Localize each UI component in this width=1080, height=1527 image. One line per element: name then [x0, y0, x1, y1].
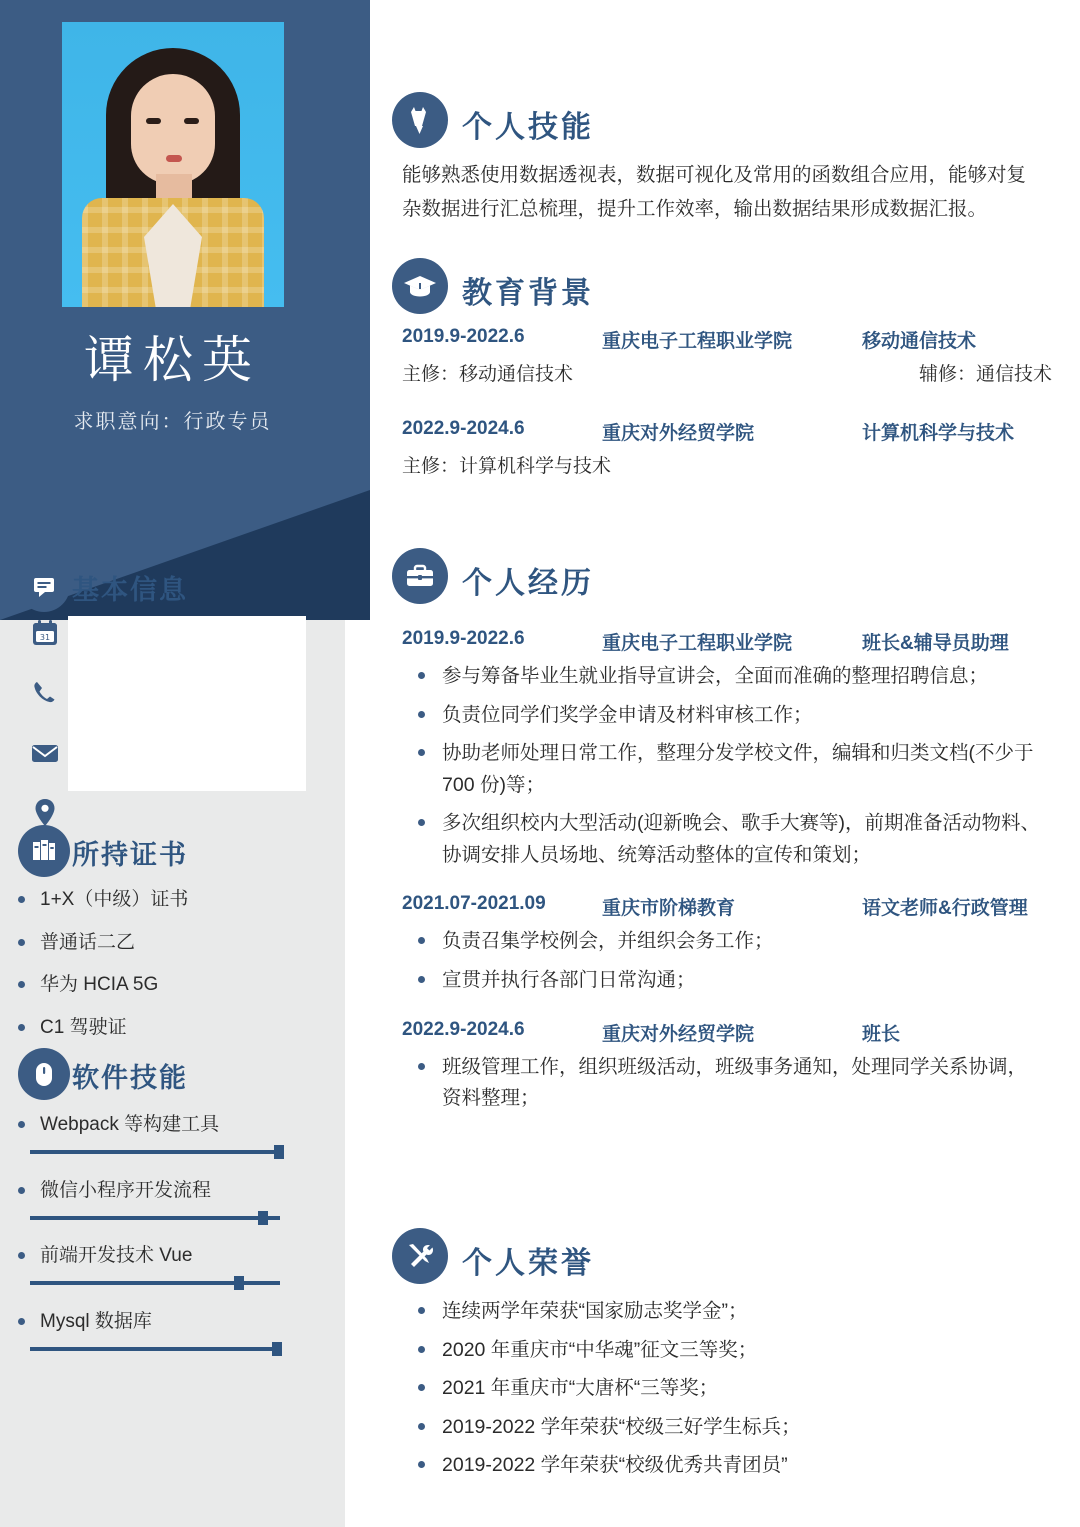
- experience-entry-header: [370, 893, 1080, 920]
- skill-label: 前端开发技术 Vue: [40, 1245, 193, 1267]
- skill-knob: [234, 1276, 244, 1290]
- list-item: 负责位同学们奖学金申请及材料审核工作；: [404, 700, 1040, 732]
- experience-points: [370, 920, 1080, 996]
- list-item: 1+X（中级）证书: [0, 887, 345, 913]
- certificates-header: [0, 825, 345, 881]
- experience-entry-header: [370, 1019, 1080, 1046]
- experience-period: 2022.9-2024.6: [402, 1018, 525, 1040]
- candidate-name: 谭松英: [84, 332, 261, 388]
- pen-icon: [392, 92, 448, 148]
- list-item: 华为 HCIA 5G: [0, 972, 345, 998]
- personal-skill-header: [370, 92, 1080, 154]
- skill-track: [30, 1150, 280, 1154]
- education-school: 重庆电子工程职业学院: [602, 331, 793, 352]
- experience-title: 个人经历: [462, 567, 594, 600]
- certificates-title: 所持证书: [72, 840, 188, 870]
- basic-info-body: [0, 616, 345, 796]
- experience-entry: [370, 628, 1080, 871]
- list-item: 2020 年重庆市“中华魂”征文三等奖；: [404, 1335, 1040, 1367]
- skill-row: [0, 1112, 345, 1138]
- experience-org: 重庆对外经贸学院: [602, 1023, 755, 1045]
- section-software-skills: [0, 1048, 345, 1365]
- skill-label: Mysql 数据库: [40, 1310, 152, 1332]
- skill-row: [0, 1309, 345, 1335]
- list-item: 2019-2022 学年荣获“校级三好学生标兵；: [404, 1412, 1040, 1444]
- honors-title: 个人荣誉: [462, 1247, 594, 1280]
- experience-period: 2019.9-2022.6: [402, 628, 525, 649]
- education-entry: [370, 326, 1080, 386]
- experience-points: [370, 1046, 1080, 1115]
- list-item: 2019-2022 学年荣获“校级优秀共青团员”: [404, 1450, 1040, 1482]
- photo-face: [131, 74, 215, 184]
- education-major-title: 移动通信技术: [862, 331, 977, 352]
- briefcase-icon: [392, 548, 448, 604]
- honors-list: [370, 1294, 1080, 1482]
- education-entry-detail: [370, 359, 1080, 386]
- section-honors: [370, 1228, 1080, 1489]
- experience-role: 语文老师&行政管理: [862, 898, 1028, 920]
- education-major: 主修：计算机科学与技术: [402, 456, 612, 477]
- list-item: 普通话二乙: [0, 930, 345, 956]
- skill-knob: [272, 1342, 282, 1356]
- profile-photo: [62, 22, 284, 307]
- experience-period: 2021.07-2021.09: [402, 893, 546, 915]
- basic-info-icon-list: [28, 616, 62, 856]
- education-header: [370, 258, 1080, 320]
- education-entry-detail: [370, 451, 1080, 478]
- skill-label: 微信小程序开发流程: [40, 1179, 212, 1201]
- photo-eye-left: [146, 118, 161, 124]
- graduation-cap-icon: [392, 258, 448, 314]
- chat-icon: [18, 560, 70, 612]
- education-period: 2019.9-2022.6: [402, 326, 525, 347]
- basic-info-title: 基本信息: [72, 575, 188, 605]
- right-column: [370, 0, 1080, 1527]
- tools-icon: [392, 1228, 448, 1284]
- experience-points: [370, 655, 1080, 871]
- experience-org: 重庆市阶梯教育: [602, 898, 736, 920]
- software-skills-header: [0, 1048, 345, 1104]
- photo-mouth: [166, 155, 182, 162]
- education-minor: 辅修：通信技术: [918, 364, 1052, 385]
- books-icon: [18, 825, 70, 877]
- mail-icon: [28, 736, 62, 770]
- experience-header: [370, 548, 1080, 610]
- experience-entry: [370, 1019, 1080, 1115]
- education-major-title: 计算机科学与技术: [862, 423, 1015, 444]
- basic-info-header: [0, 560, 345, 616]
- experience-role: 班长: [862, 1023, 901, 1045]
- list-item: 协助老师处理日常工作，整理分发学校文件，编辑和归类文档(不少于 700 份)等；: [404, 738, 1040, 801]
- skill-row: [0, 1178, 345, 1204]
- certificates-list: [0, 881, 345, 1041]
- mouse-icon: [18, 1048, 70, 1100]
- education-major: 主修：移动通信技术: [402, 364, 574, 385]
- list-item: 参与筹备毕业生就业指导宣讲会，全面而准确的整理招聘信息；: [404, 661, 1040, 693]
- skill-knob: [258, 1211, 268, 1225]
- software-skills-title: 软件技能: [72, 1063, 188, 1093]
- basic-info-white-panel: [68, 616, 306, 791]
- experience-entry: [370, 893, 1080, 996]
- list-item: 连续两学年荣获“国家励志奖学金”；: [404, 1296, 1040, 1328]
- list-item: 负责召集学校例会，并组织会务工作；: [404, 926, 1040, 958]
- education-entry-header: [370, 418, 1080, 445]
- education-school: 重庆对外经贸学院: [602, 423, 755, 444]
- list-item: C1 驾驶证: [0, 1015, 345, 1041]
- education-period: 2022.9-2024.6: [402, 418, 525, 439]
- skill-track: [30, 1281, 280, 1285]
- personal-skill-text: 能够熟悉使用数据透视表，数据可视化及常用的函数组合应用，能够对复杂数据进行汇总梳理，提升工作效率，输出数据结果形成数据汇报。: [402, 164, 1027, 221]
- honors-header: [370, 1228, 1080, 1290]
- skill-row: [0, 1243, 345, 1269]
- experience-org: 重庆电子工程职业学院: [602, 633, 793, 654]
- list-item: 多次组织校内大型活动(迎新晚会、歌手大赛等)，前期准备活动物料、协调安排人员场地、统筹活动整体的宣传和策划；: [404, 808, 1040, 871]
- job-intent: 求职意向：行政专员: [73, 411, 272, 433]
- section-education: [370, 258, 1080, 478]
- education-title: 教育背景: [462, 277, 594, 310]
- list-item: 班级管理工作，组织班级活动，班级事务通知，处理同学关系协调，资料整理；: [404, 1052, 1040, 1115]
- education-entry-header: [370, 326, 1080, 353]
- experience-role: 班长&辅导员助理: [862, 633, 1009, 654]
- skill-track: [30, 1216, 280, 1220]
- section-certificates: [0, 825, 345, 1058]
- svg-text:31: 31: [39, 633, 51, 642]
- calendar-icon: [28, 616, 62, 650]
- phone-icon: [28, 676, 62, 710]
- skill-label: Webpack 等构建工具: [40, 1114, 220, 1135]
- left-column: [0, 0, 345, 1527]
- education-entry: [370, 418, 1080, 478]
- photo-eye-right: [184, 118, 199, 124]
- list-item: 宣贯并执行各部门日常沟通；: [404, 965, 1040, 997]
- skill-knob: [274, 1145, 284, 1159]
- section-personal-skill: [370, 92, 1080, 226]
- personal-skill-title: 个人技能: [462, 111, 594, 144]
- list-item: 2021 年重庆市“大唐杯“三等奖；: [404, 1373, 1040, 1405]
- skill-bars: [0, 1104, 345, 1335]
- skill-track: [30, 1347, 280, 1351]
- section-basic-info: [0, 560, 345, 796]
- section-experience: [370, 548, 1080, 1122]
- experience-entry-header: [370, 628, 1080, 655]
